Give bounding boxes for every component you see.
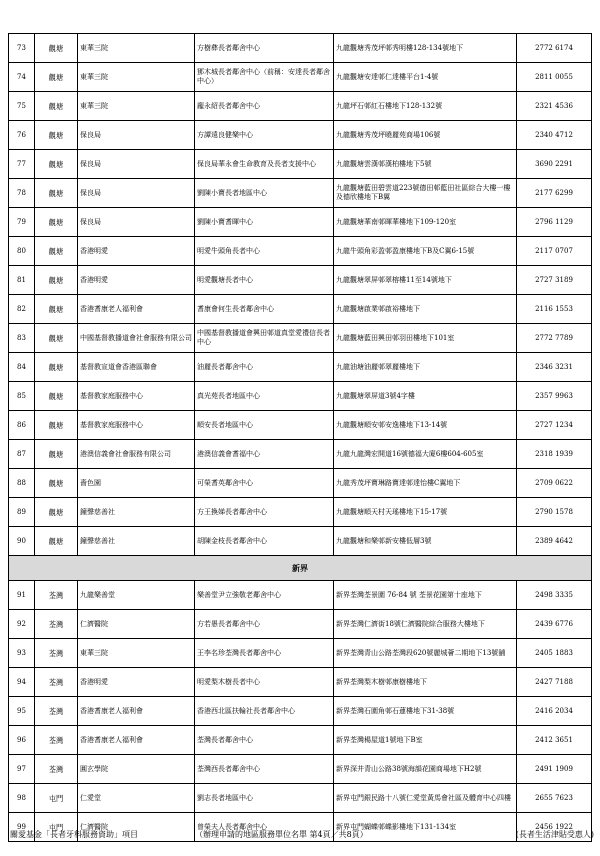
- service-unit-cell: 港澳信義會耆福中心: [195, 440, 334, 469]
- phone-cell: 2439 6776: [517, 610, 592, 639]
- table-row: [9, 411, 592, 440]
- district-cell: 觀塘: [35, 382, 78, 411]
- service-unit-cell: 劉志長者地區中心: [195, 784, 334, 813]
- phone-cell: 2321 4536: [517, 92, 592, 121]
- address-cell: 九龍牛頭角彩盈邨盈康樓地下B及C翼6-15號: [334, 237, 517, 266]
- organization-cell: 九龍樂善堂: [78, 581, 195, 610]
- table-row: [9, 527, 592, 556]
- service-unit-cell: 方譚遠良健樂中心: [195, 121, 334, 150]
- service-unit-cell: 明愛牛頭角長者中心: [195, 237, 334, 266]
- phone-cell: 2346 3231: [517, 353, 592, 382]
- row-number: 81: [9, 266, 35, 295]
- footer-beneficiary-note: (長者生活津貼受惠人): [515, 830, 594, 839]
- table-row: [9, 150, 592, 179]
- district-cell: 觀塘: [35, 179, 78, 208]
- service-unit-cell: 順安長者地區中心: [195, 411, 334, 440]
- new-territories-rows: [9, 581, 592, 842]
- phone-cell: 2412 3651: [517, 726, 592, 755]
- footer-page-info: （辦理申請的地區服務單位名單 第4頁／共8頁）: [195, 830, 368, 839]
- phone-cell: 2772 6174: [517, 34, 592, 63]
- row-number: 75: [9, 92, 35, 121]
- table-row: [9, 237, 592, 266]
- organization-cell: 基督教家庭服務中心: [78, 411, 195, 440]
- phone-cell: 2727 3189: [517, 266, 592, 295]
- service-unit-cell: 方若愚長者鄰舍中心: [195, 610, 334, 639]
- table-row: [9, 639, 592, 668]
- kowloon-rows: [9, 34, 592, 556]
- service-unit-table: [8, 33, 592, 842]
- service-unit-cell: 明愛梨木樹長者中心: [195, 668, 334, 697]
- district-cell: 荃灣: [35, 726, 78, 755]
- organization-cell: 香港明愛: [78, 266, 195, 295]
- address-cell: 九龍觀塘啟業邨啟裕樓地下: [334, 295, 517, 324]
- phone-cell: 2772 7789: [517, 324, 592, 353]
- organization-cell: 保良局: [78, 150, 195, 179]
- organization-cell: 香港耆康老人福利會: [78, 726, 195, 755]
- district-cell: 屯門: [35, 784, 78, 813]
- row-number: 74: [9, 63, 35, 92]
- section-label: 新界: [9, 556, 592, 581]
- service-unit-cell: 樂善堂尹立強敬老鄰舍中心: [195, 581, 334, 610]
- phone-cell: 2727 1234: [517, 411, 592, 440]
- table-row: [9, 726, 592, 755]
- address-cell: 新界屯門銀民路十八號仁愛堂黃馬會社區及體育中心四樓: [334, 784, 517, 813]
- row-number: 91: [9, 581, 35, 610]
- district-cell: 觀塘: [35, 527, 78, 556]
- row-number: 97: [9, 755, 35, 784]
- phone-cell: 2709 0622: [517, 469, 592, 498]
- phone-cell: 2416 2034: [517, 697, 592, 726]
- row-number: 93: [9, 639, 35, 668]
- district-cell: 荃灣: [35, 755, 78, 784]
- phone-cell: 2177 6299: [517, 179, 592, 208]
- organization-cell: 東華三院: [78, 63, 195, 92]
- table-row: [9, 581, 592, 610]
- organization-cell: 嗇色園: [78, 469, 195, 498]
- table-row: [9, 784, 592, 813]
- address-cell: 新界荃灣石圍角邨石蓮樓地下31-38號: [334, 697, 517, 726]
- row-number: 82: [9, 295, 35, 324]
- district-cell: 荃灣: [35, 668, 78, 697]
- row-number: 96: [9, 726, 35, 755]
- phone-cell: 2498 3335: [517, 581, 592, 610]
- organization-cell: 保良局: [78, 208, 195, 237]
- table-row: [9, 440, 592, 469]
- phone-cell: 2790 1578: [517, 498, 592, 527]
- phone-cell: 2389 4642: [517, 527, 592, 556]
- phone-cell: 2318 1939: [517, 440, 592, 469]
- table-row: [9, 668, 592, 697]
- service-unit-cell: 荃灣長者鄰舍中心: [195, 726, 334, 755]
- phone-cell: 2340 4712: [517, 121, 592, 150]
- service-unit-cell: 方樹彝長者鄰舍中心: [195, 34, 334, 63]
- address-cell: 九龍觀塘秀茂坪曉麗苑商場106號: [334, 121, 517, 150]
- organization-cell: 鐘聲慈善社: [78, 498, 195, 527]
- service-unit-cell: 王李名珍荃灣長者鄰舍中心: [195, 639, 334, 668]
- table-row: [9, 353, 592, 382]
- table-row: [9, 92, 592, 121]
- district-cell: 荃灣: [35, 639, 78, 668]
- address-cell: 新界荃灣仁濟街18號仁濟醫院綜合服務大樓地下: [334, 610, 517, 639]
- district-cell: 屯門: [35, 813, 78, 842]
- footer-project-title: 關愛基金「長者牙科服務資助」項目: [10, 830, 138, 839]
- table-row: [9, 498, 592, 527]
- service-unit-cell: 香港西北區扶輪社長者鄰舍中心: [195, 697, 334, 726]
- row-number: 85: [9, 382, 35, 411]
- organization-cell: 香港明愛: [78, 237, 195, 266]
- service-unit-cell: 方王換娣長者鄰舍中心: [195, 498, 334, 527]
- table-row: [9, 266, 592, 295]
- organization-cell: 保良局: [78, 179, 195, 208]
- phone-cell: 2491 1909: [517, 755, 592, 784]
- table-row: [9, 121, 592, 150]
- organization-cell: 仁濟醫院: [78, 610, 195, 639]
- row-number: 78: [9, 179, 35, 208]
- district-cell: 荃灣: [35, 610, 78, 639]
- service-unit-cell: 龐永紹長者鄰舍中心: [195, 92, 334, 121]
- row-number: 87: [9, 440, 35, 469]
- district-cell: 觀塘: [35, 121, 78, 150]
- row-number: 80: [9, 237, 35, 266]
- address-cell: 九龍觀塘秀茂坪邨秀明樓128-134號地下: [334, 34, 517, 63]
- table-row: [9, 324, 592, 353]
- row-number: 89: [9, 498, 35, 527]
- address-cell: 九龍觀塘安達邨仁達樓平台1-4號: [334, 63, 517, 92]
- section-row-new-territories: [9, 556, 592, 581]
- organization-cell: 東華三院: [78, 34, 195, 63]
- row-number: 77: [9, 150, 35, 179]
- row-number: 95: [9, 697, 35, 726]
- row-number: 79: [9, 208, 35, 237]
- service-unit-cell: 真光苑長者地區中心: [195, 382, 334, 411]
- phone-cell: 2405 1883: [517, 639, 592, 668]
- district-cell: 觀塘: [35, 92, 78, 121]
- address-cell: 新界荃灣荃景圍 76-84 號 荃景花園第十座地下: [334, 581, 517, 610]
- service-unit-cell: 油麗長者鄰舍中心: [195, 353, 334, 382]
- address-cell: 九龍觀塘雲漢邨漢柏樓地下5號: [334, 150, 517, 179]
- service-unit-cell: 耆康會何生長者鄰舍中心: [195, 295, 334, 324]
- row-number: 86: [9, 411, 35, 440]
- table-row: [9, 382, 592, 411]
- organization-cell: 鐘聲慈善社: [78, 527, 195, 556]
- row-number: 83: [9, 324, 35, 353]
- district-cell: 觀塘: [35, 498, 78, 527]
- organization-cell: 仁濟醫院: [78, 813, 195, 842]
- organization-cell: 圓玄學院: [78, 755, 195, 784]
- address-cell: 九龍油塘油麗邨翠麗樓地下: [334, 353, 517, 382]
- table-row: [9, 34, 592, 63]
- service-unit-cell: 劉陳小寶耆暉中心: [195, 208, 334, 237]
- table-row: [9, 179, 592, 208]
- address-cell: 新界荃灣楊屋道1號地下B室: [334, 726, 517, 755]
- district-cell: 觀塘: [35, 63, 78, 92]
- phone-cell: 2655 7623: [517, 784, 592, 813]
- service-unit-cell: 胡陳金枝長者鄰舍中心: [195, 527, 334, 556]
- phone-cell: 2357 9963: [517, 382, 592, 411]
- district-cell: 觀塘: [35, 237, 78, 266]
- district-cell: 觀塘: [35, 150, 78, 179]
- row-number: 98: [9, 784, 35, 813]
- district-cell: 觀塘: [35, 353, 78, 382]
- organization-cell: 基督教宣道會香港區聯會: [78, 353, 195, 382]
- address-cell: 九龍秀茂坪寶琳路寶達邨達怡樓C翼地下: [334, 469, 517, 498]
- address-cell: 九龍觀塘順天村天瑤樓地下15-17號: [334, 498, 517, 527]
- phone-cell: 3690 2291: [517, 150, 592, 179]
- table-row: [9, 610, 592, 639]
- page-footer: [10, 829, 594, 841]
- district-cell: 荃灣: [35, 581, 78, 610]
- service-unit-cell: 鄧木城長者鄰舍中心（前稱：安達長者鄰舍中心）: [195, 63, 334, 92]
- district-cell: 觀塘: [35, 266, 78, 295]
- address-cell: 新界荃灣青山公路荃灣段620號麗城薈二期地下13號舖: [334, 639, 517, 668]
- address-cell: 九龍觀塘翠屏邨翠榕樓11至14號地下: [334, 266, 517, 295]
- row-number: 99: [9, 813, 35, 842]
- address-cell: 九龍觀塘和樂邨新安樓低層3號: [334, 527, 517, 556]
- service-unit-cell: 荃灣西長者鄰舍中心: [195, 755, 334, 784]
- district-cell: 觀塘: [35, 208, 78, 237]
- row-number: 88: [9, 469, 35, 498]
- organization-cell: 東華三院: [78, 92, 195, 121]
- phone-cell: 2116 1553: [517, 295, 592, 324]
- phone-cell: 2796 1129: [517, 208, 592, 237]
- phone-cell: 2456 1922: [517, 813, 592, 842]
- organization-cell: 東華三院: [78, 639, 195, 668]
- table-row: [9, 295, 592, 324]
- table-row: [9, 697, 592, 726]
- organization-cell: 港澳信義會社會服務有限公司: [78, 440, 195, 469]
- table-row: [9, 208, 592, 237]
- address-cell: 新界荃灣梨木樹邨康樹樓地下: [334, 668, 517, 697]
- row-number: 84: [9, 353, 35, 382]
- address-cell: 九龍觀塘翠屏道3號4字樓: [334, 382, 517, 411]
- address-cell: 九龍坪石邨紅石樓地下128-132號: [334, 92, 517, 121]
- address-cell: 新界深井青山公路38號海韻花園商場地下H2號: [334, 755, 517, 784]
- table-row: [9, 63, 592, 92]
- district-cell: 觀塘: [35, 324, 78, 353]
- organization-cell: 中國基督教播道會社會服務有限公司: [78, 324, 195, 353]
- row-number: 94: [9, 668, 35, 697]
- service-unit-cell: 保良局華永會生命教育及長者支援中心: [195, 150, 334, 179]
- address-cell: 新界屯門蝴蝶邨蝶影樓地下131-134室: [334, 813, 517, 842]
- address-cell: 九龍九龍灣宏開道16號德福大廈6樓604-605室: [334, 440, 517, 469]
- service-unit-cell: 劉陳小寶長者地區中心: [195, 179, 334, 208]
- organization-cell: 香港耆康老人福利會: [78, 697, 195, 726]
- address-cell: 九龍觀塘藍田碧雲道223號德田邨藍田社區綜合大樓一樓及德欣樓地下B翼: [334, 179, 517, 208]
- district-cell: 觀塘: [35, 440, 78, 469]
- organization-cell: 香港明愛: [78, 668, 195, 697]
- district-cell: 觀塘: [35, 469, 78, 498]
- organization-cell: 仁愛堂: [78, 784, 195, 813]
- service-unit-cell: 可榮耆英鄰舍中心: [195, 469, 334, 498]
- organization-cell: 基督教家庭服務中心: [78, 382, 195, 411]
- row-number: 90: [9, 527, 35, 556]
- phone-cell: 2117 0707: [517, 237, 592, 266]
- district-cell: 觀塘: [35, 34, 78, 63]
- district-cell: 觀塘: [35, 295, 78, 324]
- address-cell: 九龍觀塘順安邨安逸樓地下13-14號: [334, 411, 517, 440]
- table-row: [9, 469, 592, 498]
- row-number: 92: [9, 610, 35, 639]
- table-row: [9, 755, 592, 784]
- district-cell: 觀塘: [35, 411, 78, 440]
- service-unit-cell: 明愛觀塘長者中心: [195, 266, 334, 295]
- service-unit-cell: 曾榮夫人長者鄰舍中心: [195, 813, 334, 842]
- row-number: 73: [9, 34, 35, 63]
- address-cell: 九龍觀塘藍田興田邨羽田樓地下101室: [334, 324, 517, 353]
- phone-cell: 2811 0055: [517, 63, 592, 92]
- district-cell: 荃灣: [35, 697, 78, 726]
- address-cell: 九龍觀塘華南邨暉華樓地下109-120室: [334, 208, 517, 237]
- organization-cell: 保良局: [78, 121, 195, 150]
- organization-cell: 香港耆康老人福利會: [78, 295, 195, 324]
- phone-cell: 2427 7188: [517, 668, 592, 697]
- row-number: 76: [9, 121, 35, 150]
- service-unit-cell: 中國基督教播道會興田邨道真堂愛禮信長者中心: [195, 324, 334, 353]
